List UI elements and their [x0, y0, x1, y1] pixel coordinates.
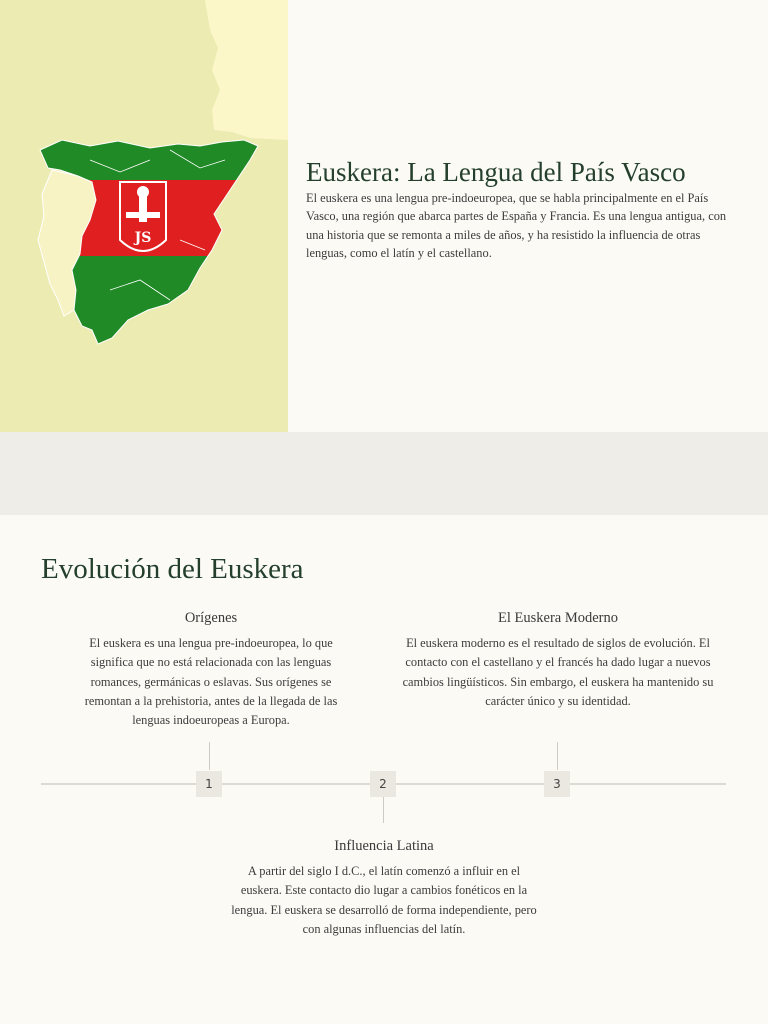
france-landmass [205, 0, 288, 140]
section-separator-band [0, 432, 768, 515]
card-title: Influencia Latina [334, 838, 434, 854]
iberia-flag-map [0, 0, 288, 432]
timeline-card-latin [228, 836, 540, 939]
map-image [0, 0, 288, 432]
hero-description: El euskera es una lengua pre-indoeuropea, que se habla principalmente en el País Vasco, una región que abarca partes de España y Francia. Es una lengua antigua, con una historia que se remonta a miles de años, y ha resistido la influencia de otras lenguas, como el latín y el castellano. [306, 191, 727, 261]
card-body: A partir del siglo I d.C., el latín comenzó a influir en el euskera. Este contacto dio lugar a cambios fonéticos en la lengua. El euskera se desarrolló de forma independiente, pero con algunas influencias del latín. [231, 864, 537, 936]
timeline-card-modern [400, 608, 716, 711]
step-marker-3: 3 [544, 771, 570, 797]
card-title: El Euskera Moderno [498, 610, 618, 626]
card-title: Orígenes [184, 610, 238, 626]
timeline-card-origins [68, 608, 354, 730]
card-body: El euskera es una lengua pre-indoeuropea, lo que significa que no está relacionada con las lenguas romances, germánicas o eslavas. Sus orígenes se remontan a la prehistoria, antes de la llegada de las lenguas indoeuropeas a Europa. [84, 636, 338, 728]
svg-text:JS: JS [134, 230, 152, 246]
section-title: Evolución del Euskera [41, 553, 304, 585]
basque-emblem-icon [120, 182, 166, 251]
timeline-connector [557, 742, 558, 770]
step-marker-2: 2 [370, 771, 396, 797]
step-marker-1: 1 [196, 771, 222, 797]
timeline-connector [209, 742, 210, 770]
hero-section [0, 0, 768, 432]
card-body: El euskera moderno es el resultado de siglos de evolución. El contacto con el castellano y el francés ha dado lugar a nuevos cambios lingüísticos. Sin embargo, el euskera ha mantenido su carácter único y su identidad. [402, 636, 714, 708]
timeline-connector [383, 797, 384, 823]
page-title: Euskera: La Lengua del País Vasco [306, 157, 686, 187]
hero-text-panel [288, 0, 768, 432]
